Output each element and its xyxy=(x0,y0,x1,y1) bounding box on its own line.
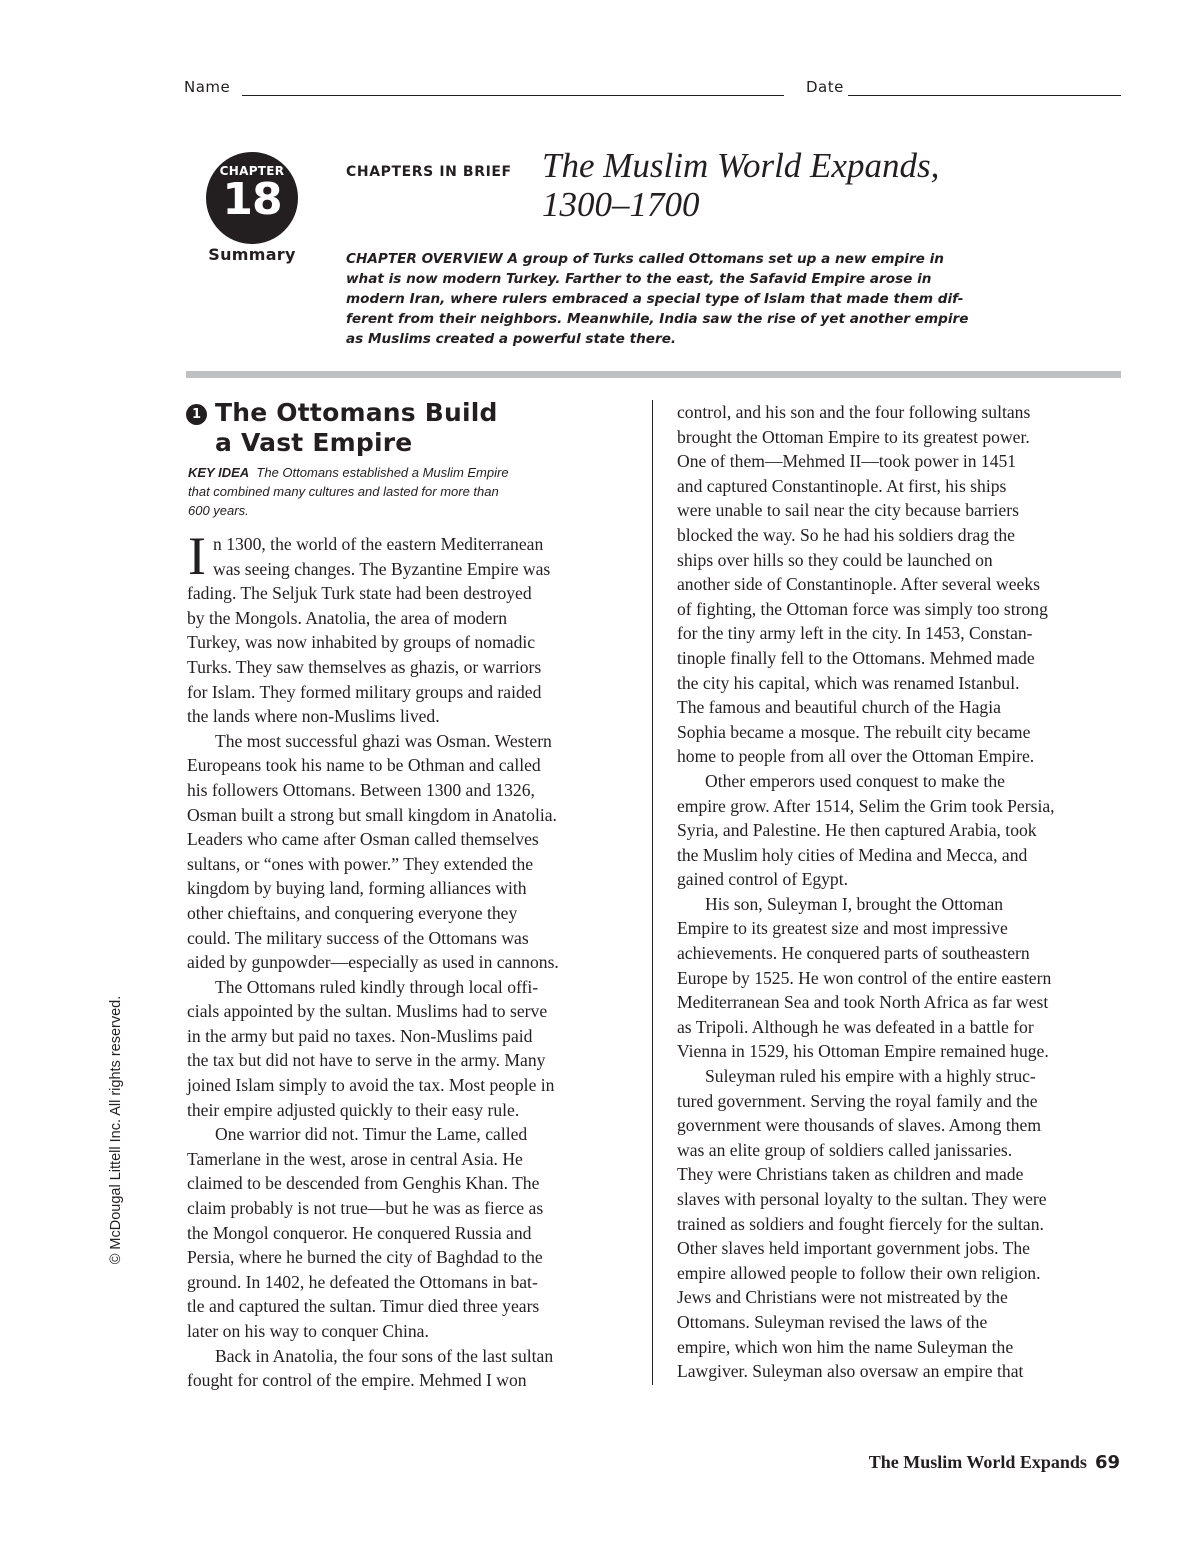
text-line: Tamerlane in the west, arose in central Asia. He xyxy=(187,1148,523,1169)
text-line: kingdom by buying land, forming alliances with xyxy=(187,878,527,899)
text-line: for the tiny army left in the city. In 1453, Constan- xyxy=(677,623,1033,644)
text-line: claim probably is not true—but he was as fierce as xyxy=(187,1198,544,1219)
text-line: They were Christians taken as children and made xyxy=(677,1164,1024,1185)
text-line: Vienna in 1529, his Ottoman Empire remained huge. xyxy=(677,1041,1049,1062)
text-line: another side of Constantinople. After several weeks xyxy=(677,574,1041,595)
section-divider-bar xyxy=(186,371,1121,378)
text-line: sultans, or “ones with power.” They extended the xyxy=(187,853,534,874)
summary-label: Summary xyxy=(208,245,296,264)
text-line: the city his capital, which was renamed Istanbul. xyxy=(677,672,1020,693)
text-line: ground. In 1402, he defeated the Ottomans in bat- xyxy=(187,1271,538,1292)
right-column-text xyxy=(677,400,1122,1384)
name-field-line[interactable] xyxy=(242,95,784,96)
text-line: His son, Suleyman I, brought the Ottoman xyxy=(705,893,1004,914)
text-line: and captured Constantinople. At first, his ships xyxy=(677,475,1007,496)
name-label: Name xyxy=(184,78,231,96)
chapter-number: 18 xyxy=(222,174,282,225)
text-line: could. The military success of the Ottomans was xyxy=(187,927,529,948)
text-line: were unable to sail near the city because barriers xyxy=(677,500,1019,521)
text-line: Other slaves held important government jobs. The xyxy=(677,1238,1030,1259)
overview-line: what is now modern Turkey. Farther to the east, the Safavid Empire arose in xyxy=(346,271,932,287)
date-field-line[interactable] xyxy=(848,95,1121,96)
text-line: fought for control of the empire. Mehmed I won xyxy=(187,1370,527,1391)
text-line: empire allowed people to follow their own religion. xyxy=(677,1262,1041,1283)
chapter-title-line: 1300–1700 xyxy=(542,185,700,224)
section-title xyxy=(215,398,498,458)
text-line: was seeing changes. The Byzantine Empire was xyxy=(213,558,551,579)
chapter-badge xyxy=(206,152,298,244)
text-line: Suleyman ruled his empire with a highly struc- xyxy=(705,1066,1036,1087)
text-line: aided by gunpowder—especially as used in cannons. xyxy=(187,952,559,973)
text-line: Back in Anatolia, the four sons of the last sultan xyxy=(215,1345,554,1366)
text-line: One of them—Mehmed II—took power in 1451 xyxy=(677,451,1017,472)
text-line: n 1300, the world of the eastern Mediterranean xyxy=(213,534,544,554)
chapter-overview xyxy=(346,249,1006,349)
text-line: achievements. He conquered parts of southeastern xyxy=(677,943,1030,964)
text-line: empire, which won him the name Suleyman the xyxy=(677,1336,1014,1357)
text-line: home to people from all over the Ottoman Empire. xyxy=(677,746,1035,767)
text-line: Lawgiver. Suleyman also oversaw an empire that xyxy=(677,1361,1024,1382)
key-idea-label: KEY IDEA xyxy=(188,465,250,480)
text-line: tured government. Serving the royal family and the xyxy=(677,1090,1038,1111)
text-line: of fighting, the Ottoman force was simply too strong xyxy=(677,598,1048,619)
text-line: Europe by 1525. He won control of the entire eastern xyxy=(677,967,1052,988)
text-line: the Muslim holy cities of Medina and Mecca, and xyxy=(677,844,1028,865)
chapter-title xyxy=(542,146,939,224)
text-line: One warrior did not. Timur the Lame, called xyxy=(215,1124,528,1145)
page-number: 69 xyxy=(1094,1452,1120,1473)
chapter-title-line: The Muslim World Expands, xyxy=(542,146,940,185)
footer-title: The Muslim World Expands xyxy=(868,1452,1087,1472)
text-line: Leaders who came after Osman called themselves xyxy=(187,829,539,850)
text-line: Turks. They saw themselves as ghazis, or warriors xyxy=(187,656,542,677)
date-label: Date xyxy=(806,78,844,96)
text-line: claimed to be descended from Genghis Khan. The xyxy=(187,1173,540,1194)
text-line: gained control of Egypt. xyxy=(677,869,849,890)
overview-line: ferent from their neighbors. Meanwhile, India saw the rise of yet another empire xyxy=(346,311,969,327)
key-idea xyxy=(188,463,588,520)
drop-cap: I xyxy=(188,526,206,586)
text-line: Syria, and Palestine. He then captured Arabia, took xyxy=(677,820,1037,841)
copyright-notice: © McDougal Littell Inc. All rights reserved. xyxy=(108,995,124,1265)
text-line: ships over hills so they could be launched on xyxy=(677,549,993,570)
text-line: later on his way to conquer China. xyxy=(187,1321,429,1341)
text-line: Ottomans. Suleyman revised the laws of the xyxy=(677,1311,988,1332)
text-line: Sophia became a mosque. The rebuilt city became xyxy=(677,721,1031,742)
text-line: empire grow. After 1514, Selim the Grim took Persia, xyxy=(677,795,1055,816)
overview-line: CHAPTER OVERVIEW A group of Turks called Ottomans set up a new empire in xyxy=(346,251,944,267)
text-line: Empire to its greatest size and most impressive xyxy=(677,918,1008,939)
text-line: tle and captured the sultan. Timur died three years xyxy=(187,1296,540,1317)
text-line: blocked the way. So he had his soldiers drag the xyxy=(677,524,1015,545)
text-line: other chieftains, and conquering everyone they xyxy=(187,902,518,923)
text-line: control, and his son and the four following sultans xyxy=(677,402,1031,422)
text-line: cials appointed by the sultan. Muslims had to serve xyxy=(187,1001,548,1022)
text-line: Other emperors used conquest to make the xyxy=(705,770,1005,791)
text-line: slaves with personal loyalty to the sultan. They were xyxy=(677,1189,1047,1209)
text-line: government were thousands of slaves. Among them xyxy=(677,1115,1042,1136)
text-line: Mediterranean Sea and took North Africa as far west xyxy=(677,992,1049,1013)
text-line: joined Islam simply to avoid the tax. Most people in xyxy=(187,1075,555,1096)
column-divider xyxy=(652,400,653,1385)
section-title-line: a Vast Empire xyxy=(215,428,413,457)
chapter-badge-label: CHAPTER xyxy=(219,164,285,178)
chapters-in-brief-label: CHAPTERS IN BRIEF xyxy=(346,164,512,180)
key-idea-line: that combined many cultures and lasted for more than xyxy=(188,484,499,499)
text-line: his followers Ottomans. Between 1300 and 1326, xyxy=(187,779,535,800)
text-line: the tax but did not have to serve in the army. Many xyxy=(187,1050,546,1071)
text-line: fading. The Seljuk Turk state had been destroyed xyxy=(187,583,532,604)
overview-line: as Muslims created a powerful state there. xyxy=(346,331,677,347)
text-line: The famous and beautiful church of the Hagia xyxy=(677,697,1001,718)
text-line: as Tripoli. Although he was defeated in a battle for xyxy=(677,1016,1034,1037)
text-line: Jews and Christians were not mistreated by the xyxy=(677,1287,1008,1308)
text-line: Osman built a strong but small kingdom in Anatolia. xyxy=(187,804,557,825)
text-line: tinople finally fell to the Ottomans. Mehmed made xyxy=(677,647,1035,668)
section-number-icon: 1 xyxy=(186,404,207,425)
key-idea-line: 600 years. xyxy=(188,503,249,518)
left-column-text xyxy=(187,526,637,1393)
text-line: the Mongol conqueror. He conquered Russia and xyxy=(187,1222,532,1243)
text-line: in the army but paid no taxes. Non-Muslims paid xyxy=(187,1025,533,1046)
overview-line: modern Iran, where rulers embraced a special type of Islam that made them dif- xyxy=(346,291,964,307)
text-line: Turkey, was now inhabited by groups of nomadic xyxy=(187,632,536,653)
text-line: for Islam. They formed military groups and raided xyxy=(187,681,542,702)
text-line: by the Mongols. Anatolia, the area of modern xyxy=(187,607,508,628)
text-line: was an elite group of soldiers called janissaries. xyxy=(677,1139,1013,1160)
text-line: trained as soldiers and fought fiercely for the sultan. xyxy=(677,1213,1044,1234)
page-footer xyxy=(869,1452,1120,1473)
section-title-line: The Ottomans Build xyxy=(215,398,498,427)
key-idea-line: The Ottomans established a Muslim Empire xyxy=(256,465,509,480)
text-line: The Ottomans ruled kindly through local offi- xyxy=(215,976,539,997)
text-line: the lands where non-Muslims lived. xyxy=(187,706,440,727)
text-line: Europeans took his name to be Othman and called xyxy=(187,755,541,776)
text-line: their empire adjusted quickly to their easy rule. xyxy=(187,1099,520,1120)
text-line: brought the Ottoman Empire to its greatest power. xyxy=(677,426,1030,447)
text-line: Persia, where he burned the city of Baghdad to the xyxy=(187,1247,543,1268)
text-line: The most successful ghazi was Osman. Western xyxy=(215,730,552,751)
